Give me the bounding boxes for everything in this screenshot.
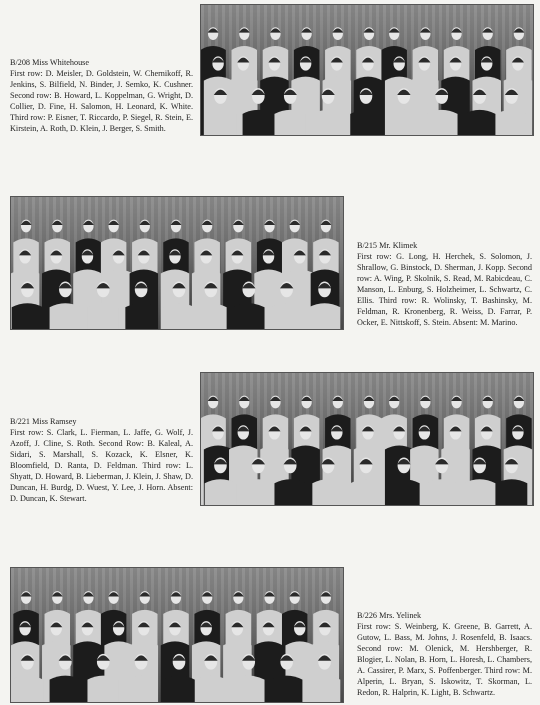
caption-body: First row: S. Clark, L. Fierman, L. Jaffe, G. Wolf, J. Azoff, J. Cline, S. Roth. Second Row: B. Kaleal, A. Sidari, S. Marshall, S. Kozack, K. Elsner, K. Bloomfield, D. Ranta, D. Feldman. Third row: L. Shyatt, D. Howard, B. Lieberman, J. Klein, J. Shaw, D. Duncan, H. Burdg, D. Wuest, Y. Lee, J. Horn. Absent: D. Duncan, K. Stewart. [10,428,193,503]
person-body [195,676,227,702]
person-hair [389,397,400,401]
person-hair [83,221,94,225]
person-body [12,303,43,329]
person-body [163,303,195,329]
person-body [426,110,458,135]
caption-title: B/215 Mr. Klimek [357,241,418,250]
caption-b226 [357,610,532,698]
person-hair [83,592,94,596]
person-body [125,676,157,702]
person-body [274,110,306,135]
person-hair [239,28,250,32]
person-hair [139,592,150,596]
person-body [312,479,344,505]
person-hair [420,28,431,32]
person-body [243,479,275,505]
caption-b215 [357,240,532,328]
person-hair [364,28,375,32]
person-hair [332,28,343,32]
person-hair [270,397,281,401]
person-hair [233,592,244,596]
person-hair [482,397,493,401]
person-hair [21,221,32,225]
person-hair [451,28,462,32]
group-photo-illustration [201,373,533,505]
person-body [87,303,119,329]
person-hair [289,592,300,596]
class-photo-b226 [10,567,344,703]
person-body [50,303,82,329]
person-hair [108,592,119,596]
class-photo-b221 [200,372,534,506]
person-hair [264,592,275,596]
person-body [205,110,237,135]
person-hair [52,592,63,596]
person-hair [289,221,300,225]
person-body [309,303,341,329]
person-hair [364,397,375,401]
person-body [274,479,306,505]
person-body [12,676,43,702]
person-body [271,676,303,702]
person-body [496,110,528,135]
person-hair [513,397,524,401]
person-body [496,479,528,505]
person-hair [21,592,32,596]
person-body [464,479,496,505]
person-hair [239,397,250,401]
caption-title: B/226 Mrs. Yelinek [357,611,422,620]
person-hair [420,397,431,401]
person-hair [301,397,312,401]
caption-body: First row: S. Weinberg, K. Greene, B. Garrett, A. Gutow, L. Bass, M. Johns, J. Rosenfeld, B. Isaacs. Second row: M. Olenick, M. Hershberger, R. Blogier, L. Nolan, B. Horn, L. Horesh, L. Chambers, A. Cassirer, P. Marx, S. Poffenberger. Third row: M. Alperin, L. Bryan, S. Iskowitz, T. Skorman, L. Redon, R. Halprin, K. Light, B. Schwartz. [357,622,532,697]
person-body [163,676,195,702]
person-hair [108,221,119,225]
person-hair [332,397,343,401]
person-hair [171,592,182,596]
person-hair [482,28,493,32]
person-body [312,110,344,135]
person-body [125,303,157,329]
person-body [195,303,227,329]
person-body [271,303,303,329]
person-hair [320,221,331,225]
person-hair [139,221,150,225]
person-hair [513,28,524,32]
person-hair [320,592,331,596]
person-body [87,676,119,702]
class-photo-b208 [200,4,534,136]
person-hair [52,221,63,225]
person-hair [208,397,219,401]
person-body [388,110,420,135]
person-hair [208,28,219,32]
person-hair [233,221,244,225]
person-body [50,676,82,702]
person-hair [202,592,213,596]
person-hair [264,221,275,225]
caption-b221 [10,416,193,504]
caption-b208 [10,57,193,134]
person-body [464,110,496,135]
person-hair [451,397,462,401]
person-body [233,676,265,702]
person-hair [301,28,312,32]
caption-title: B/208 Miss Whitehouse [10,58,89,67]
group-photo-illustration [201,5,533,135]
person-body [350,479,382,505]
class-photo-b215 [10,196,344,330]
person-body [233,303,265,329]
person-body [426,479,458,505]
person-hair [389,28,400,32]
caption-title: B/221 Miss Ramsey [10,417,77,426]
person-body [388,479,420,505]
caption-body: First row: G. Long, H. Herchek, S. Solomon, J. Shrallow, G. Binstock, D. Sherman, J. Kopp. Second row: A. Wing, P. Skolnik, S. Read, M. Rabicdeau, C. Manson, L. Enburg, S. Holzheimer, L. Schwartz, C. Ellis. Third row: R. Wolinsky, T. Bashinsky, M. Feldman, R. Kronenberg, R. Weiss, D. Farrar, P. Ocker, E. Nittskoff, S. Stein. Absent: M. Marino. [357,252,532,327]
person-hair [202,221,213,225]
group-photo-illustration [11,568,343,702]
person-body [243,110,275,135]
person-body [309,676,341,702]
group-photo-illustration [11,197,343,329]
caption-body: First row: D. Meisler, D. Goldstein, W. Chernikoff, R. Jenkins, S. Bilfield, N. Binder, J. Semko, K. Cushner. Second row: B. Howard, L. Koppelman, G. Wright, D. Collier, D. Fine, H. Salomon, H. Leonard, K. White. Third row: P. Eisner, T. Riccardo, P. Siegel, R. Stein, E. Kirstein, A. Roth, D. Klein, J. Berger, S. Smith. [10,69,193,133]
person-body [350,110,382,135]
person-hair [270,28,281,32]
person-body [205,479,237,505]
person-hair [171,221,182,225]
